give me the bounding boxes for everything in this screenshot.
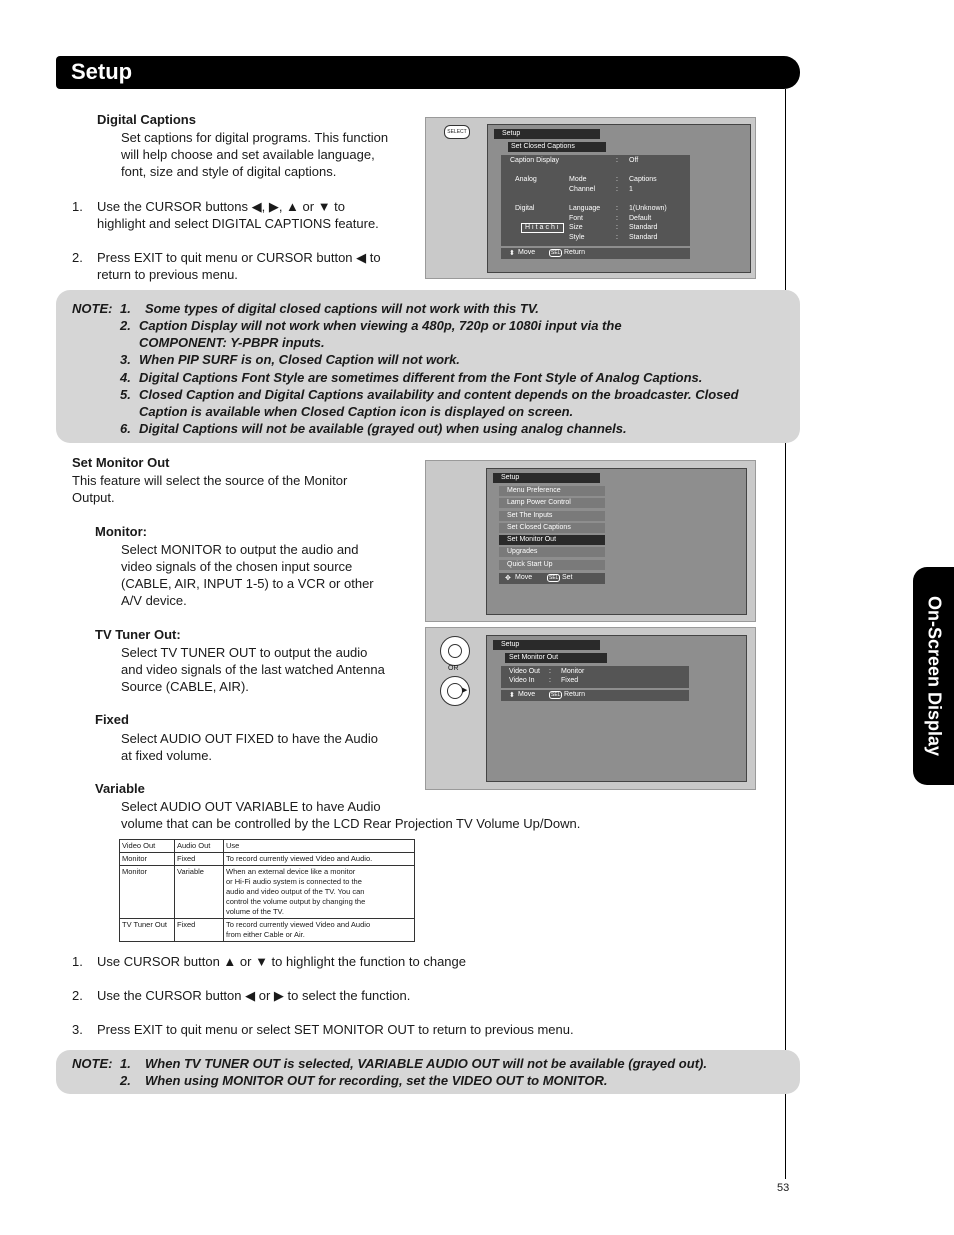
note-text: COMPONENT: Y-PBPR inputs.: [139, 335, 325, 350]
osd-title: Setup: [493, 640, 600, 650]
desc-line: Select TV TUNER OUT to output the audio: [121, 645, 368, 660]
osd-title: Setup: [494, 129, 600, 139]
osd-label: Video In: [509, 677, 535, 684]
table-row: [120, 853, 415, 866]
step-line: Use the CURSOR buttons ◀, ▶, ▲ or ▼ to: [97, 199, 346, 214]
fixed-desc: [121, 730, 378, 764]
table-cell: TV Tuner Out: [120, 919, 175, 942]
footer-set: Set: [562, 574, 573, 581]
footer-move: Move: [518, 691, 536, 698]
menu-item-selected[interactable]: Set Monitor Out: [499, 535, 605, 545]
osd-footer: [499, 573, 605, 584]
osd-colon: :: [616, 224, 618, 231]
note-box: [56, 1050, 800, 1094]
table-row: [120, 919, 415, 942]
footer-return: Return: [564, 691, 586, 698]
osd-value: Captions: [629, 176, 657, 183]
screen-closed-captions: [425, 117, 756, 279]
osd-colon: :: [616, 215, 618, 222]
desc-line: Select AUDIO OUT VARIABLE to have Audio: [121, 799, 381, 814]
desc-line: This feature will select the source of the Monitor: [72, 473, 348, 488]
osd-value: 1: [629, 186, 633, 193]
monitor-out-table: [119, 839, 415, 942]
table-header-cell: Audio Out: [175, 840, 224, 853]
digital-captions-desc: [121, 129, 388, 180]
sel-icon: SEL: [551, 692, 561, 698]
note-text: Digital Captions will not be available (grayed out) when using analog channels.: [139, 421, 627, 436]
osd-sublabel: Channel: [569, 186, 596, 193]
osd-subtitle: Set Monitor Out: [505, 653, 607, 663]
osd-value: Fixed: [561, 677, 579, 684]
menu-item[interactable]: Quick Start Up: [499, 560, 605, 570]
variable-desc: [121, 798, 580, 832]
select-button-icon: SELECT: [444, 125, 470, 139]
osd-sublabel: Size: [569, 224, 583, 231]
osd-label: Video Out: [509, 668, 541, 675]
table-cell: Monitor: [120, 853, 175, 866]
table-cell: Fixed: [175, 853, 224, 866]
desc-line: Select AUDIO OUT FIXED to have the Audio: [121, 731, 378, 746]
step-number: 1.: [72, 199, 83, 214]
osd-title: Setup: [493, 473, 600, 483]
note-text: Some types of digital closed captions will not work with this TV.: [145, 301, 539, 316]
note-num: 1.: [120, 1056, 131, 1071]
note-text: Digital Captions Font Style are sometimes different from the Font Style of Analog Captions.: [139, 370, 703, 385]
step-text: Press EXIT to quit menu or select SET MONITOR OUT to return to previous menu.: [97, 1022, 574, 1037]
fixed-heading: Fixed: [95, 712, 129, 727]
desc-line: video signals of the chosen input source: [121, 559, 353, 574]
note-text: Caption Display will not work when viewing a 480p, 720p or 1080i input via the: [139, 318, 622, 333]
osd-footer: [501, 248, 690, 259]
osd-sublabel: Font: [569, 215, 584, 222]
osd-value: Standard: [629, 224, 658, 231]
screen-setup-menu: [425, 460, 756, 622]
note-num: 3.: [120, 352, 131, 367]
note-text: When PIP SURF is on, Closed Caption will not work.: [139, 352, 460, 367]
desc-line: Select MONITOR to output the audio and: [121, 542, 359, 557]
note-num: 2.: [120, 1073, 131, 1088]
desc-line: Output.: [72, 490, 115, 505]
note-num: 1.: [120, 301, 131, 316]
footer-return: Return: [564, 249, 586, 256]
table-cell: To record currently viewed Video and Audio.: [224, 853, 415, 866]
sel-icon: SEL: [549, 575, 559, 581]
osd-value: 1(Unknown): [629, 205, 667, 212]
note-box: [56, 290, 800, 443]
step-text: Use the CURSOR button ◀ or ▶ to select the function.: [97, 988, 411, 1003]
note-num: 4.: [120, 370, 131, 385]
page-header-bar: [56, 56, 800, 89]
screen-monitor-out: [425, 627, 756, 790]
note-num: 5.: [120, 387, 131, 402]
menu-item[interactable]: Menu Preference: [499, 486, 605, 496]
step-number: 2.: [72, 988, 83, 1003]
vertical-rule: [785, 89, 786, 1179]
side-tab-label: On-Screen Display: [924, 595, 944, 757]
cursor-pad-icon: ▶: [440, 676, 470, 706]
desc-line: font, size and style of digital captions.: [121, 164, 337, 179]
digital-captions-heading: Digital Captions: [97, 112, 196, 127]
footer-move: Move: [515, 574, 533, 581]
table-cell: When an external device like a monitor or Hi-Fi audio system is connected to the audio and video output of the TV. You can control the volume output by changing the volume of the TV.: [224, 866, 415, 919]
table-header-cell: Video Out: [120, 840, 175, 853]
osd-label: Analog: [515, 176, 537, 183]
table-header-cell: Use: [224, 840, 415, 853]
select-button-icon: [440, 636, 470, 666]
osd-value: Default: [629, 215, 652, 222]
move-arrows-icon: ⬍: [509, 692, 515, 699]
desc-line: at fixed volume.: [121, 748, 213, 763]
monitor-heading: Monitor:: [95, 524, 147, 539]
sel-icon: SEL: [551, 250, 561, 256]
osd-panel: [501, 155, 690, 246]
monitor-desc: [121, 541, 374, 609]
menu-item[interactable]: Set The Inputs: [499, 511, 605, 521]
desc-line: volume that can be controlled by the LCD Rear Projection TV Volume Up/Down.: [121, 816, 581, 831]
move-arrows-icon: ⬍: [509, 250, 515, 257]
osd-value: Monitor: [561, 668, 585, 675]
step-number: 2.: [72, 250, 83, 265]
page-title: Setup: [71, 59, 133, 84]
table-cell: Variable: [175, 866, 224, 919]
table-row: [120, 866, 415, 919]
note-label: NOTE:: [72, 1056, 113, 1071]
footer-move: Move: [518, 249, 536, 256]
note-text: Closed Caption and Digital Captions availability and content depends on the broadcaster. Closed: [139, 387, 739, 402]
osd-colon: :: [549, 668, 551, 675]
osd-label: Caption Display: [510, 157, 560, 164]
note-text: When using MONITOR OUT for recording, set the VIDEO OUT to MONITOR.: [145, 1073, 608, 1088]
note-num: 2.: [120, 318, 131, 333]
or-label: OR: [448, 665, 459, 672]
osd-colon: :: [616, 157, 618, 164]
osd-value: Standard: [629, 234, 658, 241]
desc-line: (CABLE, AIR, INPUT 1-5) to a VCR or other: [121, 576, 374, 591]
desc-line: A/V device.: [121, 593, 187, 608]
side-tab: [913, 567, 954, 785]
osd-sublabel: Language: [569, 205, 601, 212]
step-line: Press EXIT to quit menu or CURSOR button ◀ to: [97, 250, 381, 265]
osd-colon: :: [616, 205, 618, 212]
desc-line: Source (CABLE, AIR).: [121, 679, 249, 694]
menu-item[interactable]: Set Closed Captions: [499, 523, 605, 533]
tuner-desc: [121, 644, 385, 695]
step-number: 1.: [72, 954, 83, 969]
osd-colon: :: [616, 186, 618, 193]
osd-sublabel: Style: [569, 234, 585, 241]
monitor-out-desc: [72, 472, 347, 506]
step-text: [97, 249, 381, 283]
osd-panel: [501, 666, 689, 688]
variable-heading: Variable: [95, 781, 145, 796]
desc-line: will help choose and set available language,: [121, 147, 375, 162]
note-num: 6.: [120, 421, 131, 436]
table-cell: Fixed: [175, 919, 224, 942]
table-header-row: [120, 840, 415, 853]
menu-item[interactable]: Lamp Power Control: [499, 498, 605, 508]
osd-colon: :: [616, 176, 618, 183]
desc-line: Set captions for digital programs. This function: [121, 130, 389, 145]
osd-subtitle: Set Closed Captions: [508, 142, 606, 152]
desc-line: and video signals of the last watched Antenna: [121, 662, 385, 677]
tuner-heading: TV Tuner Out:: [95, 627, 181, 642]
tv-display: [486, 635, 747, 782]
step-number: 3.: [72, 1022, 83, 1037]
table-cell: Monitor: [120, 866, 175, 919]
page-number: 53: [777, 1182, 790, 1194]
note-label: NOTE:: [72, 301, 113, 316]
tv-display: [486, 468, 747, 615]
monitor-out-heading: Set Monitor Out: [72, 455, 170, 470]
osd-footer: [501, 690, 689, 701]
tv-display: [487, 124, 751, 273]
step-line: highlight and select DIGITAL CAPTIONS feature.: [97, 216, 379, 231]
osd-colon: :: [616, 234, 618, 241]
osd-colon: :: [549, 677, 551, 684]
step-text: [97, 198, 379, 232]
menu-list: [499, 486, 605, 572]
hitachi-logo: Hitachi: [521, 223, 564, 233]
osd-sublabel: Mode: [569, 176, 587, 183]
note-text: Caption is available when Closed Caption icon is displayed on screen.: [139, 404, 574, 419]
osd-label: Digital: [515, 205, 535, 212]
note-text: When TV TUNER OUT is selected, VARIABLE AUDIO OUT will not be available (grayed out).: [145, 1056, 707, 1071]
move-arrows-icon: ✥: [505, 575, 511, 582]
step-text: Use CURSOR button ▲ or ▼ to highlight the function to change: [97, 954, 466, 969]
menu-item[interactable]: Upgrades: [499, 547, 605, 557]
osd-value: Off: [629, 157, 639, 164]
table-cell: To record currently viewed Video and Audio from either Cable or Air.: [224, 919, 415, 942]
step-line: return to previous menu.: [97, 267, 238, 282]
